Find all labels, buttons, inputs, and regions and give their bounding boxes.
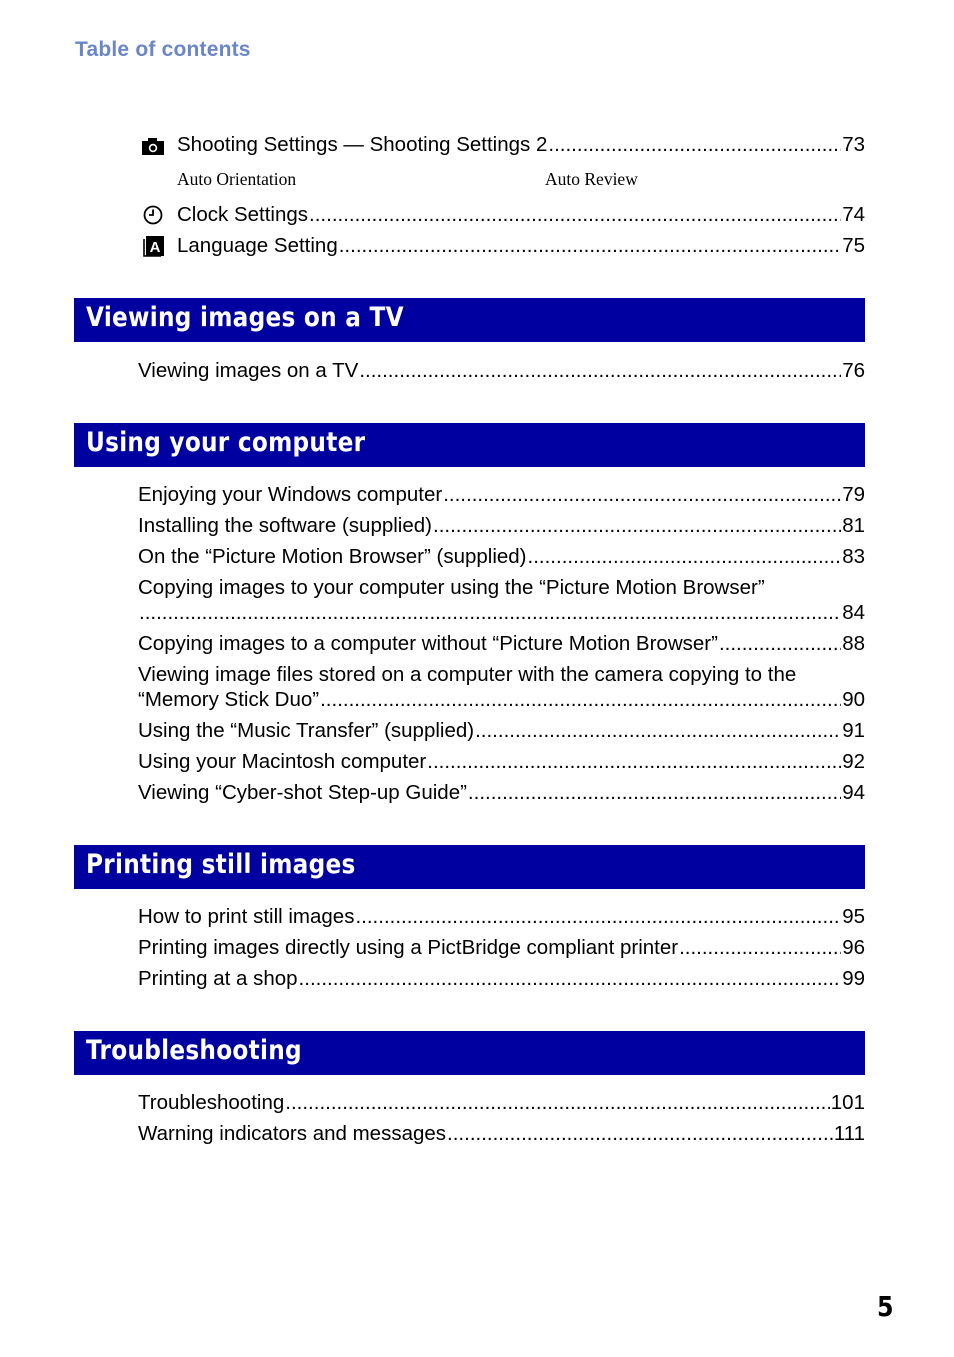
section-header-tv (74, 298, 865, 342)
entry-label: Installing the software (supplied) (138, 514, 432, 537)
leader-dots (309, 202, 841, 227)
entry-label: Printing at a shop (138, 967, 298, 990)
table-of-contents-link[interactable]: Table of contents (75, 38, 251, 61)
leader-dots (679, 935, 841, 960)
entry-label: Clock Settings (177, 203, 309, 226)
entry-page: 88 (842, 632, 865, 655)
leader-dots (468, 780, 841, 805)
sub-item-auto-orientation: Auto Orientation (177, 169, 297, 189)
section-title: Printing still images (86, 849, 356, 880)
toc-entry[interactable] (138, 935, 865, 960)
entry-label: Using the “Music Transfer” (supplied) (138, 719, 475, 742)
leader-dots (139, 600, 841, 625)
toc-entry[interactable] (138, 513, 865, 538)
leader-dots (475, 718, 841, 743)
toc-entry[interactable] (138, 1090, 865, 1115)
entry-label: How to print still images (138, 905, 355, 928)
section-header-computer (74, 423, 865, 467)
entry-label: Using your Macintosh computer (138, 750, 427, 773)
entry-label: Language Setting (177, 234, 338, 257)
leader-dots (320, 687, 841, 712)
entry-page: 91 (842, 719, 865, 742)
section-title: Troubleshooting (86, 1035, 302, 1066)
toc-entry[interactable] (138, 749, 865, 774)
section-header-printing (74, 845, 865, 889)
leader-dots (339, 233, 841, 258)
leader-dots (299, 966, 842, 991)
toc-entry[interactable] (138, 631, 865, 656)
page-number: 5 (877, 1290, 894, 1323)
section-header-troubleshooting (74, 1031, 865, 1075)
entry-label: Troubleshooting (138, 1091, 285, 1114)
entry-page: 99 (842, 967, 865, 990)
entry-label: Viewing “Cyber-shot Step-up Guide” (138, 781, 467, 804)
toc-entry[interactable] (138, 966, 865, 991)
toc-entry[interactable] (138, 544, 865, 569)
entry-label: Copying images to a computer without “Picture Motion Browser” (138, 632, 718, 655)
section-title: Viewing images on a TV (86, 302, 404, 333)
entry-label: On the “Picture Motion Browser” (supplied) (138, 545, 527, 568)
language-icon (141, 235, 165, 257)
entry-page: 92 (842, 750, 865, 773)
entry-page: 84 (842, 601, 865, 624)
toc-entry[interactable] (138, 1121, 865, 1146)
entry-label: Copying images to your computer using the “Picture Motion Browser” (138, 576, 765, 599)
leader-dots (719, 631, 841, 656)
toc-entry-language-setting[interactable] (177, 233, 865, 258)
leader-dots (528, 544, 842, 569)
clock-icon (141, 204, 165, 226)
entry-label: Shooting Settings — Shooting Settings 2 (177, 133, 548, 156)
section-title: Using your computer (86, 427, 366, 458)
entry-page: 75 (842, 234, 865, 257)
toc-entry[interactable] (138, 904, 865, 929)
toc-entry[interactable] (138, 780, 865, 805)
entry-page: 81 (842, 514, 865, 537)
leader-dots (427, 749, 841, 774)
entry-label: Printing images directly using a PictBridge compliant printer (138, 936, 679, 959)
entry-label: Viewing image files stored on a computer with the camera copying to the (138, 663, 797, 686)
leader-dots (359, 358, 841, 383)
leader-dots (548, 132, 841, 157)
toc-entry[interactable] (138, 662, 865, 712)
toc-entry[interactable] (138, 482, 865, 507)
entry-label: Viewing images on a TV (138, 359, 359, 382)
entry-continuation (138, 687, 865, 712)
entry-page: 94 (842, 781, 865, 804)
sub-item-auto-review: Auto Review (545, 169, 638, 189)
entry-page: 90 (842, 688, 865, 711)
entry-label: Enjoying your Windows computer (138, 483, 443, 506)
entry-page: 96 (842, 936, 865, 959)
toc-entry-shooting-settings[interactable] (177, 132, 865, 157)
camera-icon (141, 135, 165, 157)
leader-dots (285, 1090, 830, 1115)
entry-page: 79 (842, 483, 865, 506)
entry-label-line2: “Memory Stick Duo” (138, 688, 320, 711)
toc-entry[interactable] (138, 358, 865, 383)
entry-page: 73 (842, 133, 865, 156)
toc-entry[interactable] (138, 718, 865, 743)
leader-dots (433, 513, 841, 538)
leader-dots (447, 1121, 833, 1146)
entry-page: 83 (842, 545, 865, 568)
entry-page: 74 (842, 203, 865, 226)
svg-text:A: A (149, 239, 161, 256)
entry-page: 76 (842, 359, 865, 382)
toc-entry[interactable] (138, 575, 865, 625)
entry-page: 95 (842, 905, 865, 928)
entry-page: 111 (833, 1122, 865, 1145)
leader-dots (355, 904, 841, 929)
entry-page: 101 (830, 1091, 865, 1114)
entry-continuation (138, 600, 865, 625)
leader-dots (443, 482, 841, 507)
entry-label: Warning indicators and messages (138, 1122, 447, 1145)
toc-entry-clock-settings[interactable] (177, 202, 865, 227)
